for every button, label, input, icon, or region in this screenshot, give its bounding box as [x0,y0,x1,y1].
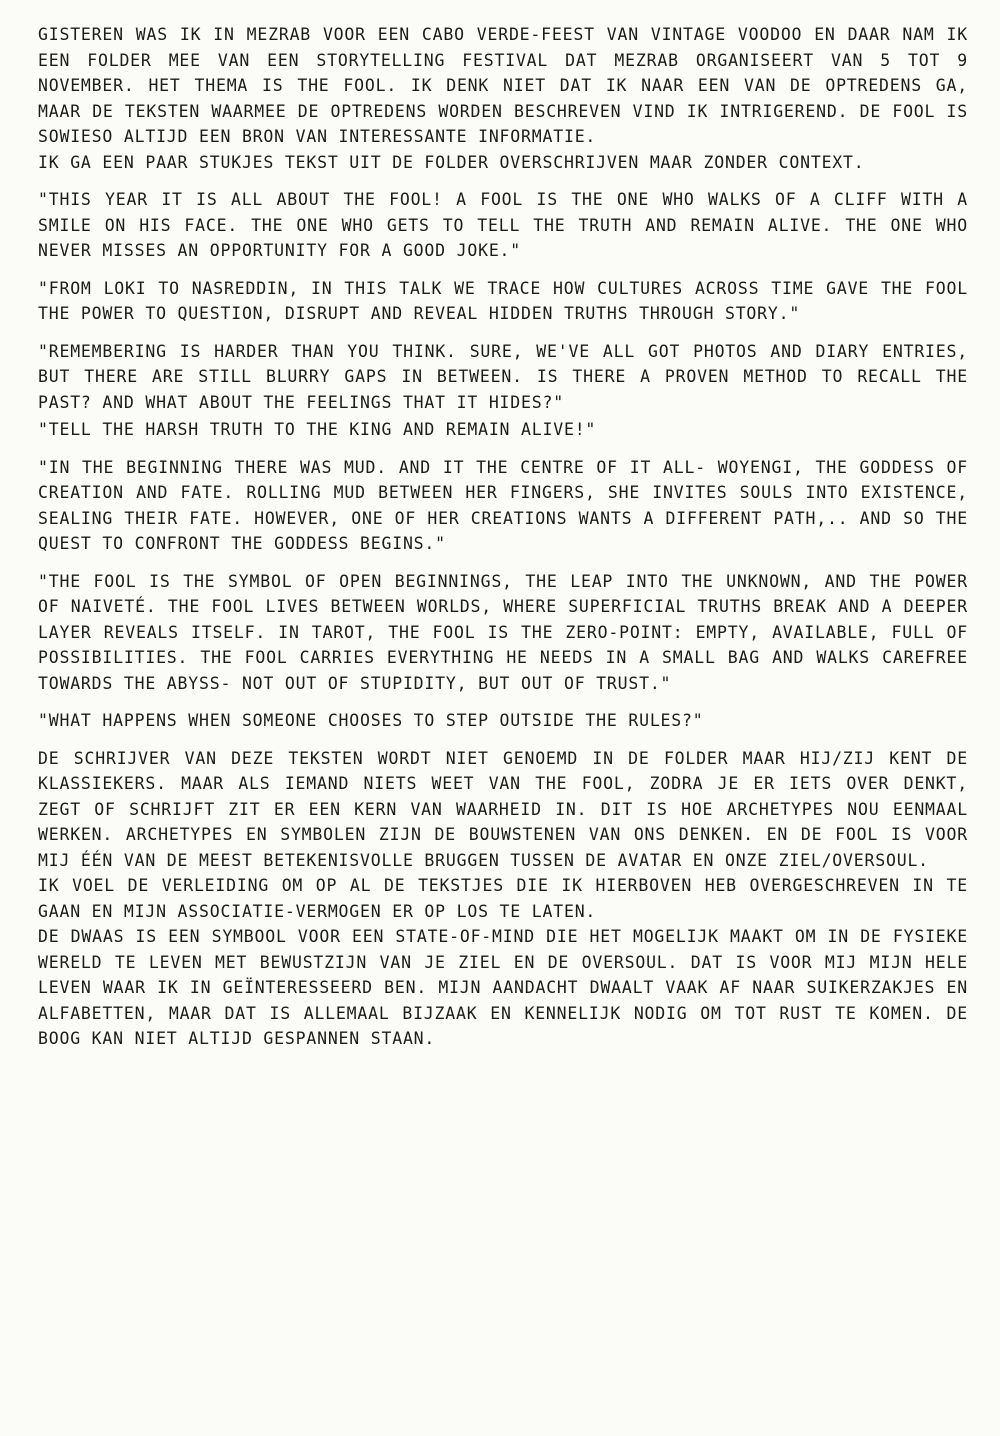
handwritten-page [38,22,968,1052]
outro-paragraph-dwaas: DE DWAAS IS EEN SYMBOOL VOOR EEN STATE-OF-MIND DIE HET MOGELIJK MAAKT OM IN DE FYSIEKE WERELD TE LEVEN MET BEWUSTZIJN VAN JE ZIEL EN DE OVERSOUL. DAT IS VOOR MIJ MIJN HELE LEVEN WAAR IK IN GEÏNTERESSEERD BEN. MIJN AANDACHT DWAALT VAAK AF NAAR SUIKERZAKJES EN ALFABETTEN, MAAR DAT IS ALLEMAAL BIJZAAK EN KENNELIJK NODIG OM TOT RUST TE KOMEN. DE BOOG KAN NIET ALTIJD GESPANNEN STAAN. [38,927,968,1048]
outro-paragraph-temptation: IK VOEL DE VERLEIDING OM OP AL DE TEKSTJES DIE IK HIERBOVEN HEB OVERGESCHREVEN IN TE GAAN EN MIJN ASSOCIATIE-VERMOGEN ER OP LOS TE LATEN. [38,876,968,921]
intro-paragraph: GISTEREN WAS IK IN MEZRAB VOOR EEN CABO VERDE-FEEST VAN VINTAGE VOODOO EN DAAR NAM IK EEN FOLDER MEE VAN EEN STORYTELLING FESTIVAL DAT MEZRAB ORGANISEERT VAN 5 TOT 9 NOVEMBER. HET THEMA IS THE FOOL. IK DENK NIET DAT IK NAAR EEN VAN DE OPTREDENS GA, MAAR DE TEKSTEN WAARMEE DE OPTREDENS WORDEN BESCHREVEN VIND IK INTRIGEREND. DE FOOL IS SOWIESO ALTIJD EEN BRON VAN INTERESSANTE INFORMATIE. [38,25,968,146]
quote-step-outside: "WHAT HAPPENS WHEN SOMEONE CHOOSES TO STEP OUTSIDE THE RULES?" [38,711,704,730]
intro-note: IK GA EEN PAAR STUKJES TEKST UIT DE FOLDER OVERSCHRIJVEN MAAR ZONDER CONTEXT. [38,152,865,172]
quote-remembering: "REMEMBERING IS HARDER THAN YOU THINK. SURE, WE'VE ALL GOT PHOTOS AND DIARY ENTRIES, BUT THERE ARE STILL BLURRY GAPS IN BETWEEN. IS THERE A PROVEN METHOD TO RECALL THE PAST? AND WHAT ABOUT THE FEELINGS THAT IT HIDES?" [38,341,968,412]
quote-mud-woyengi: "IN THE BEGINNING THERE WAS MUD. AND IT THE CENTRE OF IT ALL- WOYENGI, THE GODDESS OF CREATION AND FATE. ROLLING MUD BETWEEN HER FINGERS, SHE INVITES SOULS INTO EXISTENCE, SEALING THEIR FATE. HOWEVER, ONE OF HER CREATIONS WANTS A DIFFERENT PATH,.. AND SO THE QUEST TO CONFRONT THE GODDESS BEGINS." [38,457,968,553]
quote-harsh-truth: "TELL THE HARSH TRUTH TO THE KING AND REMAIN ALIVE!" [38,420,597,439]
quote-loki-nasreddin: "FROM LOKI TO NASREDDIN, IN THIS TALK WE TRACE HOW CULTURES ACROSS TIME GAVE THE FOOL THE POWER TO QUESTION, DISRUPT AND REVEAL HIDDEN TRUTHS THROUGH STORY." [38,278,968,323]
outro-paragraph-writer: DE SCHRIJVER VAN DEZE TEKSTEN WORDT NIET GENOEMD IN DE FOLDER MAAR HIJ/ZIJ KENT DE KLASSIEKERS. MAAR ALS IEMAND NIETS WEET VAN THE FOOL, ZODRA JE ER IETS OVER DENKT, ZEGT OF SCHRIJFT ZIT ER EEN KERN VAN WAARHEID IN. DIT IS HOE ARCHETYPES NOU EENMAAL WERKEN. ARCHETYPES EN SYMBOLEN ZIJN DE BOUWSTENEN VAN ONS DENKEN. EN DE FOOL IS VOOR MIJ ÉÉN VAN DE MEEST BETEKENISVOLLE BRUGGEN TUSSEN DE AVATAR EN ONZE ZIEL/OVERSOUL. [38,748,968,870]
quote-this-year: "THIS YEAR IT IS ALL ABOUT THE FOOL! A FOOL IS THE ONE WHO WALKS OF A CLIFF WITH A SMILE ON HIS FACE. THE ONE WHO GETS TO TELL THE TRUTH AND REMAIN ALIVE. THE ONE WHO NEVER MISSES AN OPPORTUNITY FOR A GOOD JOKE." [38,190,968,260]
quote-open-beginnings: "THE FOOL IS THE SYMBOL OF OPEN BEGINNINGS, THE LEAP INTO THE UNKNOWN, AND THE POWER OF NAIVETÉ. THE FOOL LIVES BETWEEN WORLDS, WHERE SUPERFICIAL TRUTHS BREAK AND A DEEPER LAYER REVEALS ITSELF. IN TAROT, THE FOOL IS THE ZERO-POINT: EMPTY, AVAILABLE, FULL OF POSSIBILITIES. THE FOOL CARRIES EVERYTHING HE NEEDS IN A SMALL BAG AND WALKS CAREFREE TOWARDS THE ABYSS- NOT OUT OF STUPIDITY, BUT OUT OF TRUST." [38,571,968,693]
